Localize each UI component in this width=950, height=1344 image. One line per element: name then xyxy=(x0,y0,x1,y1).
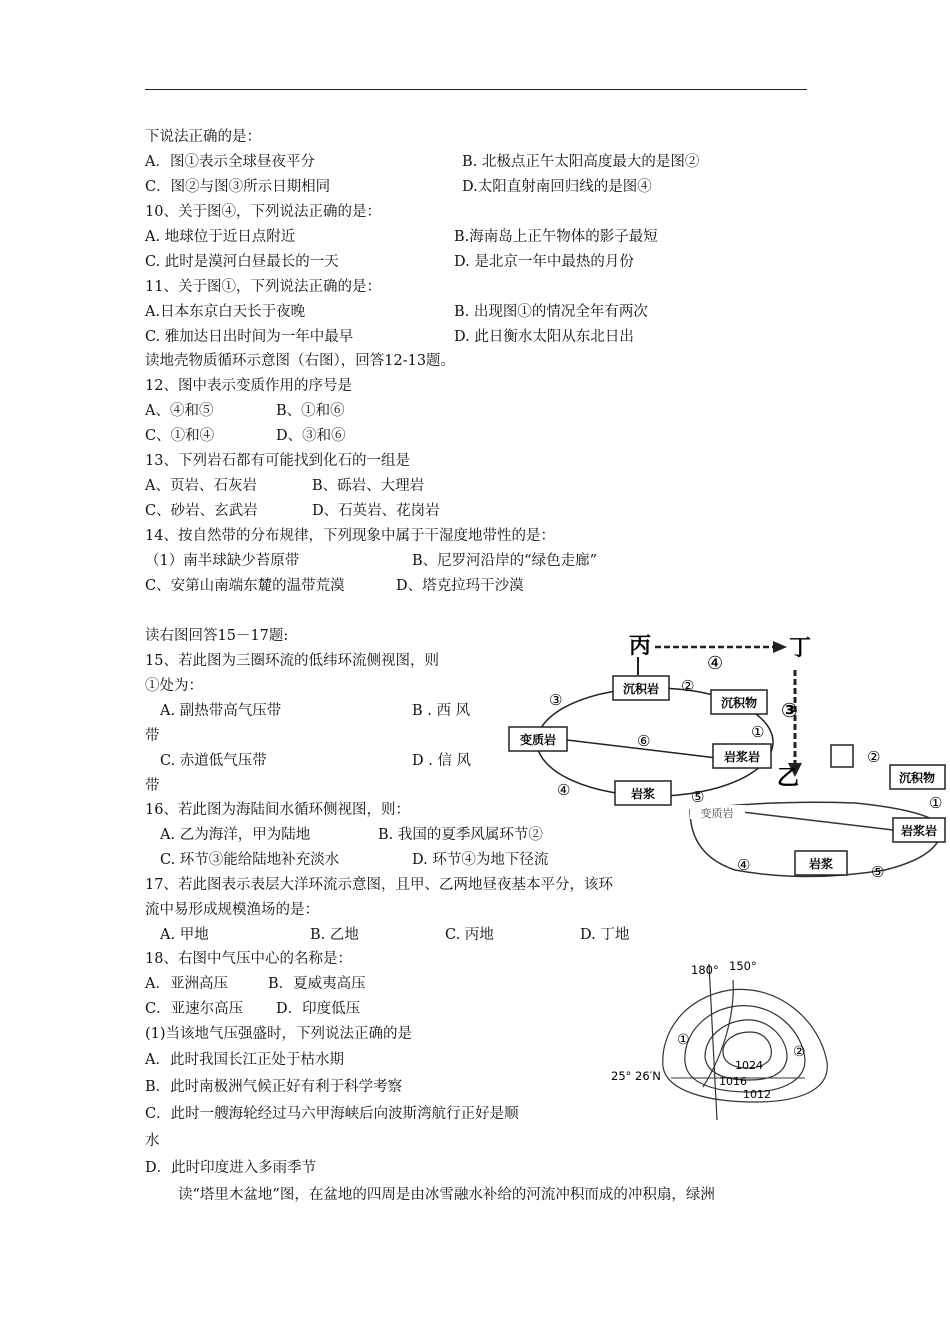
question-12: 12、图中表示变质作用的序号是 xyxy=(145,378,352,394)
option-b: B. 北极点正午太阳高度最大的是图② xyxy=(462,154,700,170)
isobar-1012: 1012 xyxy=(743,1088,771,1101)
latitude-label: 25° 26′N xyxy=(611,1069,661,1083)
q16-option-a: A. 乙为海洋，甲为陆地 xyxy=(160,827,311,843)
secondary-num-5: ⑤ xyxy=(871,863,885,881)
q12-option-c: C、①和④ xyxy=(145,428,215,444)
question-18: 18、右图中气压中心的名称是： xyxy=(145,951,352,967)
q18-option-b: B．夏威夷高压 xyxy=(268,976,366,992)
num-1: ① xyxy=(751,723,765,741)
rock-cycle-figure xyxy=(505,625,947,883)
q17-option-b: B. 乙地 xyxy=(310,927,359,943)
q14-option-1: （1）南半球缺少苔原带 xyxy=(145,553,300,569)
isobar-1024: 1024 xyxy=(735,1059,763,1072)
q15-option-a: A. 副热带高气压带 xyxy=(160,703,282,719)
question-10: 10、关于图④，下列说法正确的是： xyxy=(145,204,381,220)
secondary-sediment-label: 沉积物 xyxy=(898,771,936,785)
secondary-igneous-label: 岩浆岩 xyxy=(900,824,938,838)
option-d: D.太阳直射南回归线的是图④ xyxy=(462,179,652,195)
option-a: A．图①表示全球昼夜平分 xyxy=(145,154,315,170)
q11-option-c: C. 雅加达日出时间为一年中最早 xyxy=(145,329,354,345)
q15-blank: ①处为： xyxy=(145,678,203,694)
q11-option-d: D. 此日衡水太阳从东北日出 xyxy=(454,329,634,345)
longitude-150: 150° xyxy=(729,959,757,973)
q18-sub-option-c: C．此时一艘海轮经过马六甲海峡后向波斯湾航行正好是顺 xyxy=(145,1106,519,1122)
q18-option-c: C．亚速尔高压 xyxy=(145,1001,244,1017)
main-cycle-diagram xyxy=(509,676,773,806)
question-17-cont: 流中易形成规模渔场的是： xyxy=(145,902,319,918)
header-rule xyxy=(145,89,807,90)
num-3: ③ xyxy=(549,691,563,709)
node-metamorphic-rock: 变质岩 xyxy=(519,733,557,747)
num-5: ⑤ xyxy=(691,788,705,806)
node-igneous-rock: 岩浆岩 xyxy=(723,750,761,764)
q18-option-a: A．亚洲高压 xyxy=(145,976,228,992)
num-6: ⑥ xyxy=(637,732,651,750)
arrow-num-4: ④ xyxy=(707,653,724,674)
isobar-map-figure xyxy=(605,952,845,1122)
q15-option-d-cont: 带 xyxy=(145,778,160,794)
q13-option-c: C、砂岩、玄武岩 xyxy=(145,503,258,519)
q16-option-b: B. 我国的夏季风属环节② xyxy=(378,827,543,843)
q18-sub-option-b: B．此时南极洲气候正好有利于科学考察 xyxy=(145,1079,403,1095)
q14-option-b: B、尼罗河沿岸的“绿色走廊” xyxy=(412,553,597,569)
q18-sub-1: (1)当该地气压强盛时，下列说法正确的是 xyxy=(145,1026,413,1042)
isobar-1016: 1016 xyxy=(719,1075,747,1088)
node-sediment: 沉积物 xyxy=(720,696,758,710)
q18-sub-option-a: A．此时我国长江正处于枯水期 xyxy=(145,1052,344,1068)
q10-option-c: C. 此时是漠河白昼最长的一天 xyxy=(145,254,339,270)
q12-option-d: D、③和⑥ xyxy=(276,428,346,444)
q10-option-b: B.海南岛上正午物体的影子最短 xyxy=(454,229,658,245)
q17-option-d: D. 丁地 xyxy=(580,927,630,943)
node-magma: 岩浆 xyxy=(630,787,656,801)
num-4: ④ xyxy=(557,781,571,799)
node-sedimentary-rock: 沉积岩 xyxy=(622,682,660,696)
question-17: 17、若此图表示表层大洋环流示意图，且甲、乙两地昼夜基本平分，该环 xyxy=(145,877,613,893)
num-2: ② xyxy=(681,677,695,695)
q15-option-c: C. 赤道低气压带 xyxy=(160,753,267,769)
q15-option-b: B . 西 风 xyxy=(412,703,471,719)
label-ding: 丁 xyxy=(789,636,812,661)
q13-option-a: A、页岩、石灰岩 xyxy=(145,478,257,494)
q10-option-a: A. 地球位于近日点附近 xyxy=(145,229,296,245)
secondary-magma-label: 岩浆 xyxy=(808,857,834,871)
q13-option-d: D、石英岩、花岗岩 xyxy=(312,503,440,519)
question-14: 14、按自然带的分布规律，下列现象中属于干湿度地带性的是： xyxy=(145,528,555,544)
question-16: 16、若此图为海陆间水循环侧视图，则： xyxy=(145,802,410,818)
label-yi: 乙 xyxy=(777,766,800,791)
secondary-num-2: ② xyxy=(867,748,881,766)
reading-prompt-tarim: 读“塔里木盆地”图，在盆地的四周是由冰雪融水补给的河流冲积而成的冲积扇，绿洲 xyxy=(178,1187,715,1203)
q17-option-c: C. 丙地 xyxy=(445,927,494,943)
q11-option-a: A.日本东京白天长于夜晚 xyxy=(145,304,306,320)
q18-sub-option-d: D．此时印度进入多雨季节 xyxy=(145,1160,317,1176)
question-15: 15、若此图为三圈环流的低纬环流侧视图，则 xyxy=(145,653,439,669)
q14-option-c: C、安第山南端东麓的温带荒漠 xyxy=(145,578,345,594)
q15-option-d: D . 信 风 xyxy=(412,753,472,769)
secondary-metamorphic-label: 变质岩 xyxy=(700,807,734,820)
reading-prompt-15-17: 读右图回答15－17题: xyxy=(145,628,289,644)
q18-option-d: D．印度低压 xyxy=(276,1001,361,1017)
q17-option-a: A. 甲地 xyxy=(160,927,209,943)
point-marker-1: ① xyxy=(677,1032,690,1048)
q13-option-b: B、砾岩、大理岩 xyxy=(312,478,425,494)
q11-option-b: B. 出现图①的情况全年有两次 xyxy=(454,304,648,320)
q12-option-a: A、④和⑤ xyxy=(145,403,214,419)
q15-option-b-cont: 带 xyxy=(145,728,160,744)
q14-option-d: D、塔克拉玛干沙漠 xyxy=(396,578,524,594)
q10-option-d: D. 是北京一年中最热的月份 xyxy=(454,254,634,270)
q16-option-c: C. 环节③能给陆地补充淡水 xyxy=(160,852,340,868)
reading-prompt-12-13: 读地壳物质循环示意图（右图），回答12-13题。 xyxy=(145,353,456,369)
secondary-num-4: ④ xyxy=(737,856,751,874)
secondary-num-1: ① xyxy=(929,794,943,812)
point-marker-2: ② xyxy=(793,1044,806,1060)
q16-option-d: D. 环节④为地下径流 xyxy=(412,852,549,868)
longitude-180: 180° xyxy=(691,963,719,977)
question-13: 13、下列岩石都有可能找到化石的一组是 xyxy=(145,453,410,469)
question-intro: 下说法正确的是： xyxy=(145,129,261,145)
q12-option-b: B、①和⑥ xyxy=(276,403,345,419)
option-c: C．图②与图③所示日期相同 xyxy=(145,179,331,195)
q18-sub-option-c-cont: 水 xyxy=(145,1133,160,1149)
label-bing: 丙 xyxy=(629,634,652,659)
question-11: 11、关于图①，下列说法正确的是： xyxy=(145,279,381,295)
arrow-num-3: ③ xyxy=(781,698,798,722)
